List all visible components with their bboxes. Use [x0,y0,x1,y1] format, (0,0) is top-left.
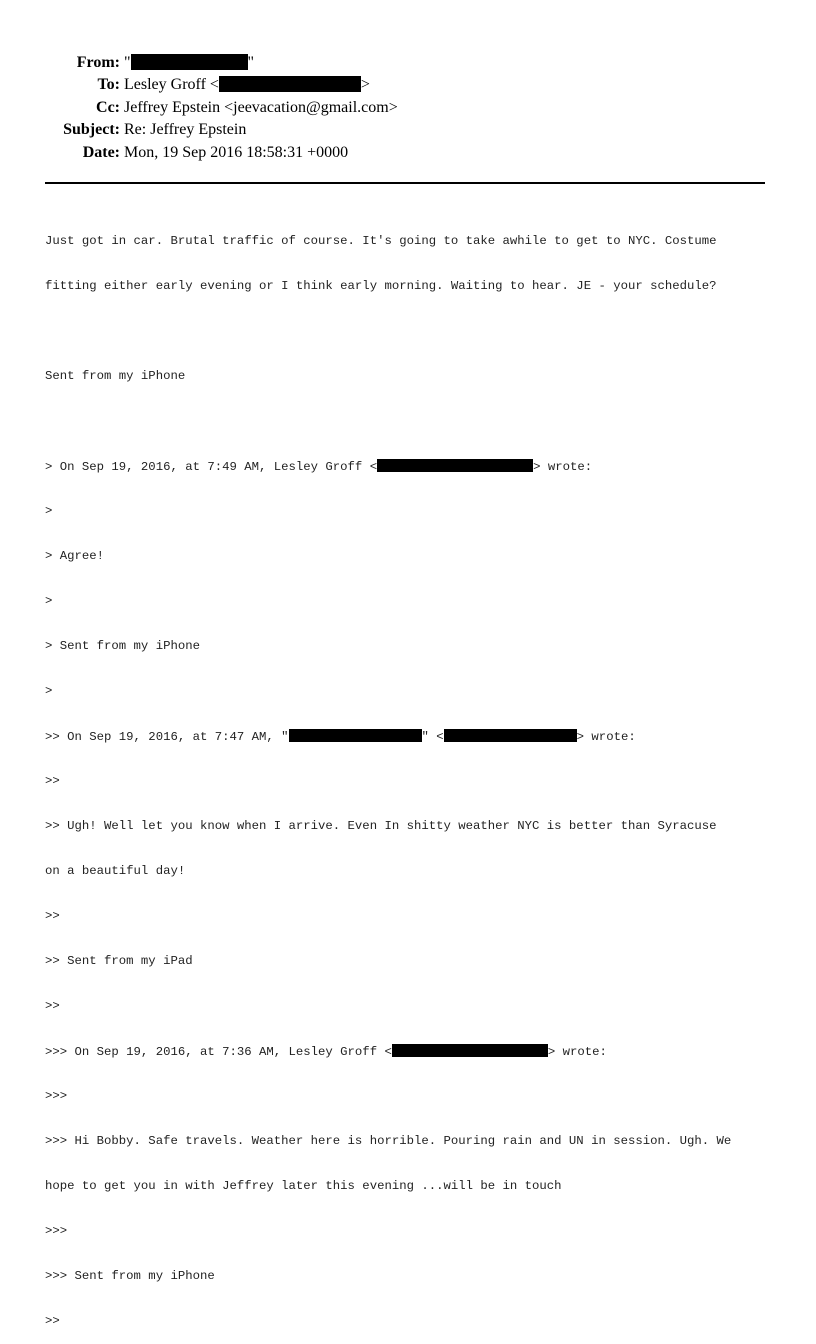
quote-line: >> [45,999,60,1013]
quote-text: >> On Sep 19, 2016, at 7:47 AM, " [45,730,289,744]
email-body [45,204,785,1344]
to-label: To: [97,76,120,94]
email-header [0,52,816,164]
from-quote-open: " [124,54,131,71]
quote-line: > [45,684,53,698]
quote-line: >>> Hi Bobby. Safe travels. Weather here is horrible. Pouring rain and UN in session. Ugh. We [45,1134,732,1148]
redaction-block [444,729,577,742]
quote-line: > [45,594,53,608]
date-row [0,142,816,164]
body-line: fitting either early evening or I think early morning. Waiting to hear. JE - your schedule? [45,279,717,293]
body-line [45,324,785,339]
cc-value: Jeffrey Epstein <jeevacation@gmail.com> [124,98,398,116]
quote-line: > [45,504,53,518]
quote-line: > Agree! [45,549,105,563]
redaction-block [289,729,422,742]
subject-value: Re: Jeffrey Epstein [124,121,247,139]
subject-row [0,119,816,141]
from-label: From: [76,54,120,71]
redaction-block [377,459,533,472]
redaction-block [219,76,361,92]
quote-text: > On Sep 19, 2016, at 7:49 AM, Lesley Groff < [45,460,378,474]
quote-line [45,459,785,474]
quote-text: > wrote: [576,730,636,744]
quote-line: >> [45,774,60,788]
quote-text: " < [421,730,444,744]
quote-text: > wrote: [533,460,593,474]
to-row [0,74,816,96]
body-line: Just got in car. Brutal traffic of course. It's going to take awhile to get to NYC. Costume [45,234,717,248]
quote-line: >> [45,1314,60,1328]
cc-row [0,97,816,119]
to-name: Lesley Groff < [124,76,219,94]
date-label: Date: [82,143,120,161]
redaction-block [392,1044,548,1057]
quote-line: on a beautiful day! [45,864,186,878]
quote-line: >>> [45,1224,68,1238]
quote-line: >> Sent from my iPad [45,954,193,968]
redaction-block [131,54,248,70]
quote-line: > Sent from my iPhone [45,639,200,653]
date-value: Mon, 19 Sep 2016 18:58:31 +0000 [124,143,349,161]
quote-text: >>> On Sep 19, 2016, at 7:36 AM, Lesley Groff < [45,1045,392,1059]
from-value [124,52,254,74]
body-line: Sent from my iPhone [45,369,186,383]
quote-line: >>> [45,1089,68,1103]
to-bracket-close: > [360,76,370,94]
quote-line: >> [45,909,60,923]
quote-line: hope to get you in with Jeffrey later this evening ...will be in touch [45,1179,562,1193]
quote-line [45,1044,785,1059]
from-row [0,52,816,74]
body-line [45,414,785,429]
from-quote-close: " [247,54,255,71]
header-divider [45,182,765,184]
to-value [124,74,370,96]
quote-line: >> Ugh! Well let you know when I arrive. Even In shitty weather NYC is better than Syracuse [45,819,717,833]
cc-label: Cc: [96,98,120,116]
quote-text: > wrote: [547,1045,607,1059]
quote-line [45,729,785,744]
quote-line: >>> Sent from my iPhone [45,1269,215,1283]
subject-label: Subject: [63,121,120,139]
